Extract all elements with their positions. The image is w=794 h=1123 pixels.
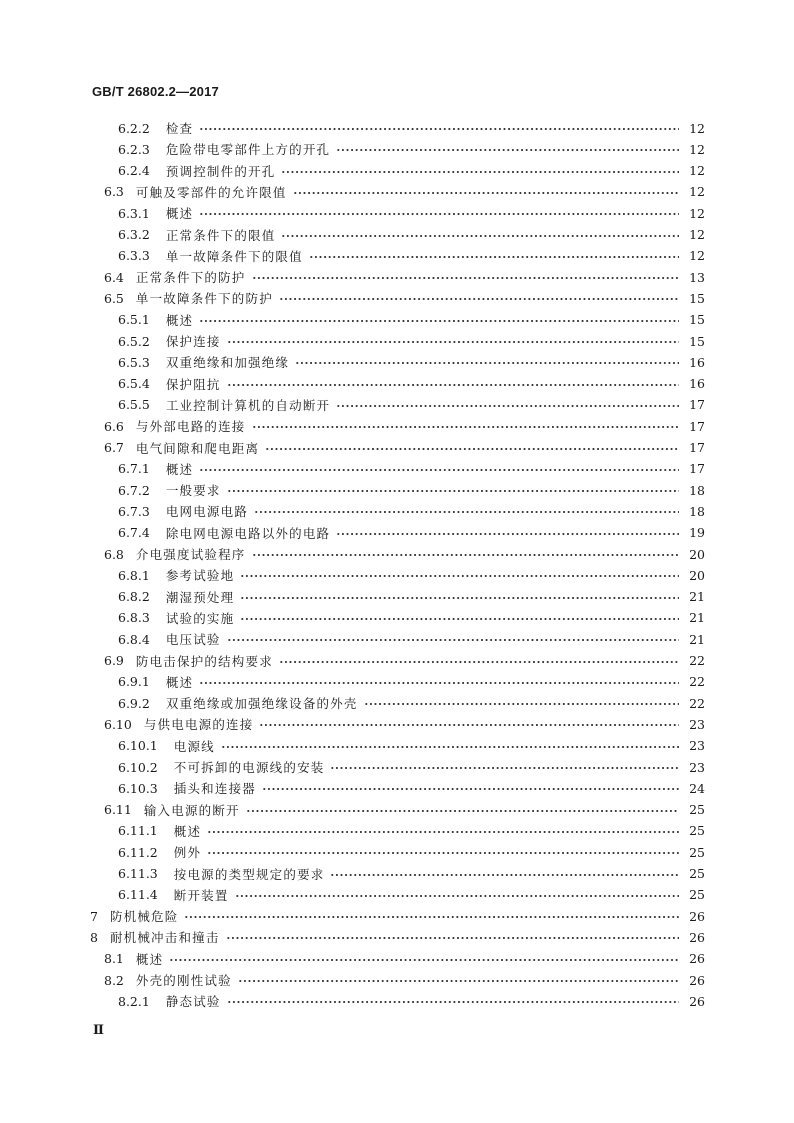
toc-section-title: 例外 (173, 845, 202, 861)
toc-section-number: 8.1 (104, 951, 124, 967)
toc-section-number: 6.7.4 (118, 525, 150, 541)
toc-section-title: 与外部电路的连接 (135, 419, 246, 435)
toc-section-title: 防电击保护的结构要求 (135, 653, 273, 669)
toc-dot-leader (240, 573, 679, 579)
toc-page-number: 12 (689, 248, 705, 264)
toc-section-title: 检查 (165, 121, 194, 136)
toc-page-number: 25 (689, 823, 705, 839)
toc-page-number: 17 (689, 461, 705, 477)
toc-entry[interactable] (0, 118, 794, 138)
toc-section-number: 6.7.3 (118, 503, 150, 519)
toc-dot-leader (207, 850, 679, 856)
toc-page-number: 17 (689, 440, 705, 455)
toc-entry[interactable] (0, 970, 794, 990)
toc-entry[interactable] (0, 565, 794, 585)
toc-entry[interactable] (0, 182, 794, 202)
toc-entry[interactable] (0, 885, 794, 905)
toc-dot-leader (279, 296, 679, 302)
toc-page-number: 17 (689, 418, 705, 434)
toc-section-number: 6.5.4 (118, 376, 150, 392)
toc-section-title: 电压试验 (165, 632, 221, 648)
toc-page-number: 12 (689, 184, 705, 200)
toc-page-number: 25 (689, 802, 705, 818)
toc-dot-leader (330, 872, 679, 878)
toc-section-title: 耐机械冲击和撞击 (109, 930, 220, 946)
toc-dot-leader (227, 339, 679, 345)
toc-entry[interactable] (0, 523, 794, 543)
toc-page-number: 19 (689, 525, 705, 541)
toc-section-title: 试验的实施 (165, 610, 235, 626)
toc-page-number: 12 (689, 163, 705, 179)
toc-section-title: 静态试验 (165, 994, 221, 1010)
toc-entry[interactable] (0, 629, 794, 649)
toc-page-number: 16 (689, 376, 705, 392)
toc-section-title: 单一故障条件下的防护 (135, 291, 273, 307)
toc-entry[interactable] (0, 438, 794, 458)
toc-section-number: 6.7 (104, 440, 124, 455)
toc-section-title: 按电源的类型规定的要求 (173, 866, 325, 882)
toc-section-title: 电气间隙和爬电距离 (135, 440, 260, 456)
toc-section-number: 6.8.2 (118, 589, 150, 605)
toc-dot-leader (330, 765, 679, 771)
toc-section-title: 预调控制件的开孔 (165, 163, 276, 179)
toc-dot-leader (227, 382, 679, 388)
toc-page-number: 26 (689, 972, 705, 988)
toc-entry[interactable] (0, 480, 794, 500)
toc-section-title: 工业控制计算机的自动断开 (165, 397, 331, 413)
toc-entry[interactable] (0, 139, 794, 159)
toc-page-number: 15 (689, 333, 705, 349)
toc-section-title: 电源线 (173, 738, 215, 754)
toc-entry[interactable] (0, 864, 794, 884)
toc-section-title: 双重绝缘和加强绝缘 (165, 355, 290, 371)
toc-section-number: 6.10 (104, 716, 132, 732)
toc-entry[interactable] (0, 842, 794, 862)
toc-section-title: 正常条件下的防护 (135, 270, 246, 286)
toc-section-number: 6.11 (104, 802, 132, 818)
toc-section-number: 6.3.3 (118, 248, 150, 264)
toc-entry[interactable] (0, 693, 794, 713)
toc-section-number: 8.2 (104, 972, 124, 988)
toc-dot-leader (336, 147, 679, 153)
toc-page-number: 16 (689, 354, 705, 370)
toc-dot-leader (279, 659, 679, 665)
toc-page-number: 23 (689, 738, 705, 754)
toc-dot-leader (336, 531, 679, 537)
toc-section-number: 7 (90, 908, 98, 924)
toc-dot-leader (169, 957, 679, 963)
toc-section-title: 外壳的刚性试验 (135, 973, 232, 988)
toc-section-title: 防机械危险 (109, 909, 179, 925)
toc-entry[interactable] (0, 714, 794, 734)
toc-page-number: 25 (689, 866, 705, 881)
toc-page-number: 22 (689, 674, 705, 690)
toc-page-number: 21 (689, 631, 705, 647)
toc-section-title: 插头和连接器 (173, 781, 256, 797)
toc-dot-leader (293, 190, 679, 196)
toc-section-number: 6.7.2 (118, 482, 150, 498)
toc-section-number: 6.4 (104, 269, 124, 285)
toc-dot-leader (262, 786, 679, 792)
toc-dot-leader (336, 403, 679, 409)
toc-entry[interactable] (0, 608, 794, 628)
toc-section-number: 6.2.4 (118, 163, 150, 179)
toc-entry[interactable] (0, 501, 794, 521)
toc-entry[interactable] (0, 288, 794, 308)
toc-entry[interactable] (0, 949, 794, 969)
toc-dot-leader (199, 126, 679, 132)
toc-entry[interactable] (0, 587, 794, 607)
toc-section-number: 6.11.2 (118, 844, 158, 860)
toc-section-number: 6.10.1 (118, 738, 158, 754)
toc-entry[interactable] (0, 991, 794, 1011)
toc-entry[interactable] (0, 736, 794, 756)
toc-section-number: 6.9.2 (118, 695, 150, 711)
toc-dot-leader (254, 509, 679, 515)
toc-page-number: 20 (689, 546, 705, 562)
toc-page-number: 26 (689, 908, 705, 924)
toc-section-number: 6.8.3 (118, 610, 150, 626)
toc-section-number: 6.3.2 (118, 227, 150, 242)
toc-entry[interactable] (0, 331, 794, 351)
toc-page-number: 12 (689, 205, 705, 221)
toc-dot-leader (265, 446, 679, 452)
toc-entry[interactable] (0, 459, 794, 479)
toc-section-title: 潮湿预处理 (165, 589, 235, 605)
toc-page-number: 18 (689, 482, 705, 498)
toc-section-title: 不可拆卸的电源线的安装 (173, 760, 325, 775)
page-number: Ⅱ (93, 1022, 104, 1037)
toc-dot-leader (238, 978, 679, 984)
toc-section-number: 6.6 (104, 418, 124, 434)
toc-entry[interactable] (0, 672, 794, 692)
toc-entry[interactable] (0, 225, 794, 245)
toc-dot-leader (226, 935, 679, 941)
toc-dot-leader (184, 914, 679, 920)
toc-dot-leader (281, 169, 679, 175)
toc-page-number: 25 (689, 887, 705, 903)
toc-section-title: 介电强度试验程序 (135, 547, 246, 562)
toc-page-number: 20 (689, 567, 705, 583)
toc-entry[interactable] (0, 352, 794, 372)
toc-dot-leader (252, 424, 680, 430)
toc-dot-leader (240, 595, 679, 601)
toc-section-title: 保护连接 (165, 334, 221, 349)
toc-section-number: 6.3.1 (118, 205, 150, 221)
toc-section-number: 6.5.1 (118, 312, 150, 328)
toc-page-number: 22 (689, 695, 705, 711)
toc-section-number: 6.8.4 (118, 631, 150, 647)
toc-section-title: 输入电源的断开 (143, 802, 240, 818)
toc-section-title: 断开装置 (173, 887, 229, 903)
toc-dot-leader (240, 616, 679, 622)
toc-dot-leader (199, 211, 679, 217)
toc-section-number: 6.3 (104, 184, 124, 200)
toc-entry[interactable] (0, 267, 794, 287)
toc-page-number: 23 (689, 716, 705, 732)
toc-section-number: 6.7.1 (118, 461, 150, 477)
toc-page-number: 23 (689, 759, 705, 775)
toc-section-title: 双重绝缘或加强绝缘设备的外壳 (165, 696, 358, 712)
toc-entry[interactable] (0, 800, 794, 820)
toc-section-number: 6.8.1 (118, 567, 150, 583)
toc-section-number: 6.10.3 (118, 780, 158, 796)
toc-entry[interactable] (0, 374, 794, 394)
toc-section-title: 概述 (165, 312, 194, 328)
toc-page-number: 12 (689, 141, 705, 157)
toc-entry[interactable] (0, 203, 794, 223)
toc-section-title: 保护阻抗 (165, 376, 221, 392)
toc-dot-leader (309, 254, 679, 260)
toc-section-title: 危险带电零部件上方的开孔 (165, 142, 331, 158)
toc-entry[interactable] (0, 757, 794, 777)
standard-header: GB/T 26802.2—2017 (92, 84, 219, 99)
toc-entry[interactable] (0, 395, 794, 415)
toc-section-number: 6.8 (104, 546, 124, 562)
toc-page-number: 13 (689, 269, 705, 285)
toc-entry[interactable] (0, 821, 794, 841)
toc-dot-leader (199, 467, 679, 473)
toc-section-title: 除电网电源电路以外的电路 (165, 525, 331, 541)
toc-section-title: 概述 (165, 461, 194, 477)
toc-section-number: 6.5 (104, 290, 124, 306)
toc-dot-leader (259, 722, 679, 728)
toc-dot-leader (227, 488, 679, 494)
toc-dot-leader (227, 637, 679, 643)
toc-entry[interactable] (0, 906, 794, 926)
toc-section-number: 6.2.2 (118, 120, 150, 136)
toc-section-number: 6.11.3 (118, 866, 158, 881)
toc-section-number: 6.11.1 (118, 823, 158, 839)
toc-dot-leader (252, 552, 680, 558)
toc-dot-leader (227, 999, 679, 1005)
toc-section-number: 8.2.1 (118, 993, 150, 1009)
toc-dot-leader (199, 318, 679, 324)
toc-page-number: 22 (689, 653, 705, 668)
toc-section-number: 6.9 (104, 653, 124, 668)
toc-page-number: 12 (689, 227, 705, 242)
toc-section-number: 6.2.3 (118, 141, 150, 157)
toc-page-number: 26 (689, 993, 705, 1009)
toc-section-number: 6.5.2 (118, 333, 150, 349)
toc-entry[interactable] (0, 651, 794, 671)
toc-dot-leader (246, 808, 679, 814)
toc-page-number: 26 (689, 929, 705, 945)
toc-dot-leader (207, 829, 679, 835)
toc-section-title: 正常条件下的限值 (165, 227, 276, 243)
toc-dot-leader (221, 744, 679, 750)
toc-entry[interactable] (0, 927, 794, 947)
toc-page-number: 17 (689, 397, 705, 413)
toc-dot-leader (364, 701, 679, 707)
toc-page-number: 24 (689, 780, 705, 796)
toc-page-number: 15 (689, 290, 705, 306)
toc-dot-leader (281, 233, 679, 239)
toc-page-number: 25 (689, 844, 705, 860)
toc-section-title: 单一故障条件下的限值 (165, 248, 303, 264)
toc-dot-leader (295, 360, 679, 366)
toc-page-number: 26 (689, 951, 705, 967)
toc-dot-leader (199, 680, 679, 686)
toc-section-number: 6.5.5 (118, 397, 150, 413)
toc-page-number: 12 (689, 120, 705, 136)
toc-section-title: 参考试验地 (165, 568, 235, 584)
toc-section-title: 一般要求 (165, 483, 221, 499)
toc-section-title: 电网电源电路 (165, 504, 249, 520)
toc-entry[interactable] (0, 246, 794, 266)
toc-section-title: 概述 (135, 951, 164, 967)
toc-page-number: 21 (689, 589, 705, 605)
toc-page-number: 21 (689, 610, 705, 626)
toc-section-number: 6.5.3 (118, 354, 150, 370)
toc-section-number: 6.10.2 (118, 759, 158, 775)
toc-section-title: 可触及零部件的允许限值 (135, 184, 287, 200)
toc-section-title: 概述 (165, 206, 194, 222)
toc-section-number: 8 (90, 929, 98, 945)
toc-entry[interactable] (0, 310, 794, 330)
toc-dot-leader (252, 275, 680, 281)
toc-entry[interactable] (0, 161, 794, 181)
toc-dot-leader (235, 893, 679, 899)
toc-section-title: 与供电电源的连接 (143, 717, 254, 733)
toc-page-number: 18 (689, 503, 705, 519)
toc-entry[interactable] (0, 416, 794, 436)
toc-section-number: 6.9.1 (118, 674, 150, 690)
toc-entry[interactable] (0, 544, 794, 564)
toc-section-number: 6.11.4 (118, 887, 158, 903)
toc-section-title: 概述 (165, 674, 194, 690)
toc-entry[interactable] (0, 778, 794, 798)
toc-section-title: 概述 (173, 823, 202, 839)
toc-page-number: 15 (689, 312, 705, 328)
